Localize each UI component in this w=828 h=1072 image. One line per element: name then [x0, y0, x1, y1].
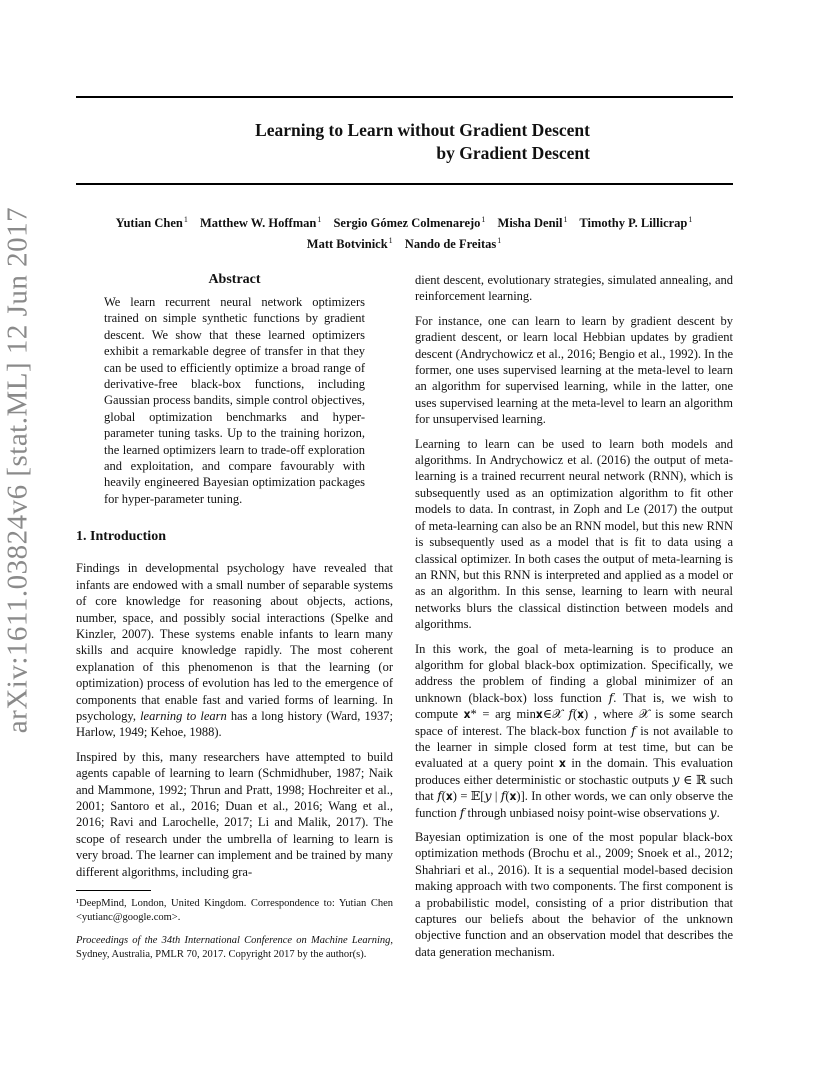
- title-line-1: Learning to Learn without Gradient Descent: [255, 120, 590, 140]
- author-affiliation-mark: 1: [388, 236, 393, 245]
- footnote-rule: [76, 890, 151, 891]
- author-affiliation-mark: 1: [497, 236, 502, 245]
- intro-paragraph-3: dient descent, evolutionary strategies, simulated annealing, and reinforcement learning.: [415, 273, 733, 304]
- author-affiliation-mark: 1: [183, 215, 188, 224]
- proceedings-note: [76, 934, 393, 961]
- author-line-2: [76, 232, 733, 253]
- title-rule-top: [76, 96, 733, 98]
- proceedings-venue: Proceedings of the 34th International Conference on Machine Learning: [76, 935, 391, 946]
- intro-paragraph-7: Bayesian optimization is one of the most popular black-box optimization methods (Brochu et al., 2009; Snoek et al., 2012; Shahriari et al., 2016). It is a sequential model-based decision making approach with two components. The first component is a probabilistic model, consisting of a prior distribution that captures our beliefs about the behavior of the unknown objective function and an observation model that describes the data generation mechanism.: [415, 830, 733, 959]
- intro-paragraph-2: Inspired by this, many researchers have attempted to build agents capable of learning to learn (Schmidhuber, 1987; Naik and Mammone, 1992; Thrun and Pratt, 1998; Hochreiter et al., 2001; Santoro et al., 2016; Duan et al., 2016; Wang et al., 2016; Ravi and Larochelle, 2017; Li and Malik, 2017). The scope of research under the umbrella of learning to learn is very broad. The learner can implement and be trained by many different algorithms, including gra-: [76, 749, 393, 879]
- author-affiliation-mark: 1: [563, 215, 568, 224]
- proceedings-details: , Sydney, Australia, PMLR 70, 2017. Copyright 2017 by the author(s).: [76, 935, 393, 960]
- paper-title: [150, 119, 590, 165]
- footnotes: [76, 897, 393, 961]
- abstract-text: We learn recurrent neural network optimizers trained on simple synthetic functions by gradient descent. We show that these learned optimizers exhibit a remarkable degree of transfer in that they can be used to efficiently optimize a broad range of derivative-free black-box functions, including Gaussian process bandits, simple control objectives, global optimization benchmarks and hyper-parameter tuning tasks. Up to the training horizon, the learned optimizers learn to trade-off exploration and exploitation, and compare favourably with heavily engineered Bayesian optimization packages for hyper-parameter tuning.: [104, 295, 365, 506]
- intro-paragraph-1-part-b: has a long history (Ward, 1937; Harlow, 1949; Kehoe, 1988).: [76, 708, 394, 740]
- affiliation-footnote: ¹DeepMind, London, United Kingdom. Correspondence to: Yutian Chen <yutianc@google.com>.: [76, 898, 393, 923]
- author-name: Sergio Gómez Colmenarejo: [333, 216, 481, 230]
- author-name: Misha Denil: [497, 216, 563, 230]
- author-name: Nando de Freitas: [404, 237, 497, 251]
- title-rule-bottom: [76, 183, 733, 185]
- intro-paragraph-1-part-a: Findings in developmental psychology have revealed that infants are endowed with a small number of separable systems of core knowledge for reasoning about objects, actions, number, space, and possibly social interactions (Spelke and Kinzler, 2007). These systems enable infants to learn many skills and acquire knowledge rapidly. The most coherent explanation of this phenomenon is that the learning (or optimization) process of evolution has led to the emergence of components that enable fast and varied forms of learning. In psychology,: [76, 561, 393, 723]
- title-line-2: by Gradient Descent: [436, 143, 590, 163]
- left-column: [76, 271, 393, 971]
- intro-paragraph-1: [76, 560, 393, 740]
- author-name: Timothy P. Lillicrap: [579, 216, 688, 230]
- intro-paragraph-4: For instance, one can learn to learn by gradient descent by gradient descent, or learn local Hebbian updates by gradient descent (Andrychowicz et al., 2016; Bengio et al., 1992). In the former, one uses supervised learning at the meta-level to learn an algorithm for supervised learning, while in the latter, one uses supervised learning at the meta-level to learn an algorithm for unsupervised learning.: [415, 313, 733, 427]
- intro-paragraph-5: Learning to learn can be used to learn both models and algorithms. In Andrychowicz et al. (2016) the output of meta-learning is a trained recurrent neural network (RNN), which is subsequently used as an optimization algorithm to fit other models to data. In contrast, in Zoph and Le (2017) the output of meta-learning can also be an RNN model, but this new RNN is subsequently used as a model that is fit to data using a classical optimizer. In both cases the output of meta-learning is an RNN, but this RNN is interpreted and applied as a model or as an algorithm. In this sense, learning to learn with neural networks blurs the classical distinction between models and algorithms.: [415, 436, 733, 632]
- author-affiliation-mark: 1: [688, 215, 693, 224]
- author-name: Matt Botvinick: [306, 237, 388, 251]
- section-heading-introduction: 1. Introduction: [76, 529, 166, 545]
- author-list: [76, 211, 733, 253]
- intro-paragraph-6: In this work, the goal of meta-learning is to produce an algorithm for global black-box optimization. Specifically, we address the problem of finding a global minimizer of an unknown (black-box) loss function 𝑓. That is, we wish to compute 𝐱* = arg min𝐱∈𝒳 𝑓(𝐱) , where 𝒳 is some search space of interest. The black-box function 𝑓 is not available to the learner in simple closed form at test time, but can be evaluated at a query point 𝐱 in the domain. This evaluation produces either deterministic or stochastic outputs 𝑦 ∈ ℝ such that 𝑓(𝐱) = 𝔼[𝑦 | 𝑓(𝐱)]. In other words, we can only observe the function 𝑓 through unbiased noisy point-wise observations 𝑦.: [415, 641, 733, 820]
- author-name: Yutian Chen: [115, 216, 183, 230]
- arxiv-identifier: arXiv:1611.03824v6 [stat.ML] 12 Jun 2017: [1, 206, 34, 734]
- emphasis-learning-to-learn: learning to learn: [140, 708, 227, 723]
- author-affiliation-mark: 1: [317, 215, 322, 224]
- author-name: Matthew W. Hoffman: [200, 216, 317, 230]
- author-line-1: [76, 211, 733, 232]
- author-affiliation-mark: 1: [481, 215, 486, 224]
- abstract-heading: Abstract: [208, 272, 261, 287]
- right-column: [415, 272, 733, 968]
